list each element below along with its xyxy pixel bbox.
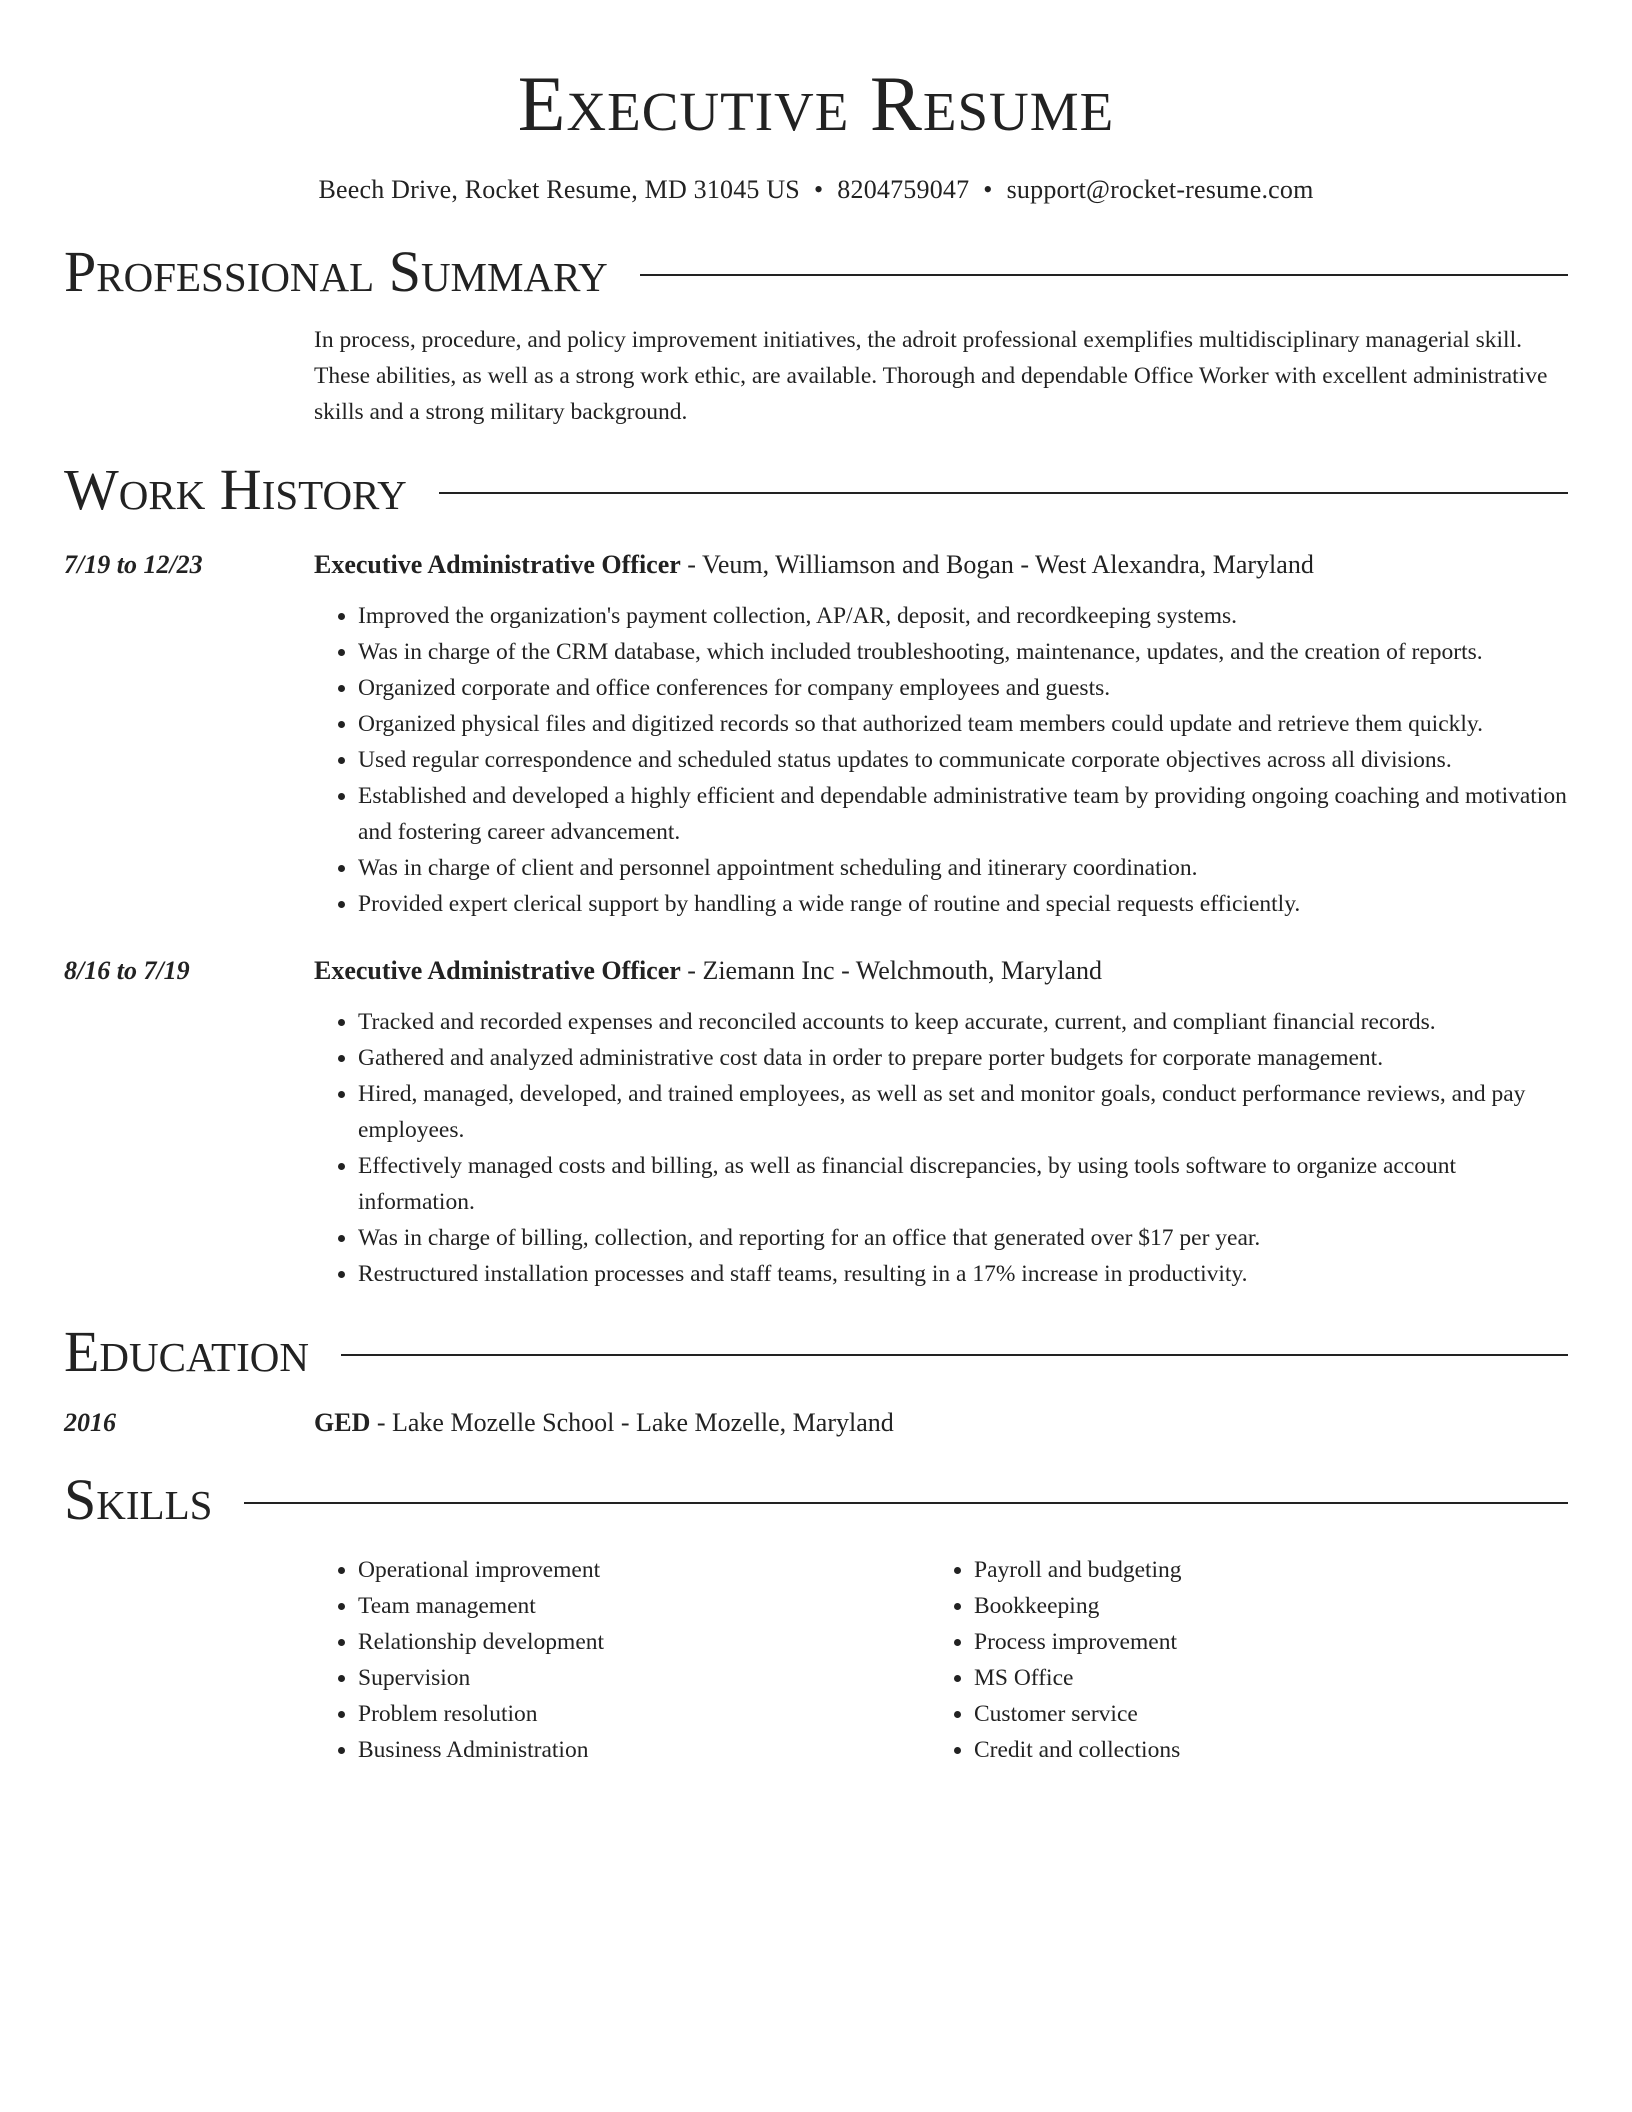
- education-entry: [64, 1406, 1568, 1440]
- list-item: • Organized corporate and office conferences for company employees and guests.: [358, 670, 1568, 706]
- list-item: • Gathered and analyzed administrative cost data in order to prepare porter budgets for corporate management.: [358, 1040, 1568, 1076]
- contact-line: [64, 174, 1568, 206]
- section-divider: [341, 1354, 1568, 1356]
- skill-item: • Relationship development: [358, 1624, 930, 1660]
- skill-item: • MS Office: [974, 1660, 1534, 1696]
- contact-separator: •: [813, 175, 824, 204]
- job-entry: [64, 954, 1568, 1292]
- job-dates: 7/19 to 12/23: [64, 550, 203, 579]
- summary-section-header: [64, 236, 1568, 308]
- job-title-line: [314, 954, 1568, 988]
- skills-heading: Skills: [64, 1467, 213, 1532]
- resume-page: [64, 0, 1568, 1768]
- skill-item: • Payroll and budgeting: [974, 1552, 1534, 1588]
- skill-item: • Bookkeeping: [974, 1588, 1534, 1624]
- list-item: • Hired, managed, developed, and trained employees, as well as set and monitor goals, conduct performance reviews, and pay employees.: [358, 1076, 1568, 1148]
- list-item: • Used regular correspondence and scheduled status updates to communicate corporate objectives across all divisions.: [358, 742, 1568, 778]
- education-details: [314, 1406, 894, 1440]
- contact-phone: 8204759047: [837, 175, 970, 204]
- list-item: • Improved the organization's payment collection, AP/AR, deposit, and recordkeeping systems.: [358, 598, 1568, 634]
- job-duties-list: [314, 1004, 1568, 1292]
- list-item: • Provided expert clerical support by handling a wide range of routine and special requests efficiently.: [358, 886, 1568, 922]
- education-year: 2016: [64, 1408, 116, 1437]
- job-title: Executive Administrative Officer: [314, 550, 681, 579]
- skills-list: [314, 1552, 1568, 1768]
- resume-title: Executive Resume: [517, 60, 1115, 147]
- education-section-header: [64, 1316, 1568, 1388]
- section-divider: [244, 1502, 1568, 1504]
- skill-item: • Customer service: [974, 1696, 1534, 1732]
- skills-column-right: [930, 1552, 1534, 1768]
- job-title: Executive Administrative Officer: [314, 956, 681, 985]
- skill-item: • Credit and collections: [974, 1732, 1534, 1768]
- list-item: • Effectively managed costs and billing, as well as financial discrepancies, by using tools software to organize account information.: [358, 1148, 1568, 1220]
- job-dates: 8/16 to 7/19: [64, 956, 190, 985]
- job-duties-list: [314, 598, 1568, 922]
- job-title-line: [314, 548, 1568, 582]
- skill-item: • Business Administration: [358, 1732, 930, 1768]
- section-divider: [439, 492, 1568, 494]
- contact-email: support@rocket-resume.com: [1006, 175, 1314, 204]
- list-item: • Tracked and recorded expenses and reconciled accounts to keep accurate, current, and compliant financial records.: [358, 1004, 1568, 1040]
- list-item: • Was in charge of billing, collection, and reporting for an office that generated over $17 per year.: [358, 1220, 1568, 1256]
- skill-item: • Supervision: [358, 1660, 930, 1696]
- job-details: [314, 548, 1568, 922]
- education-degree: GED: [314, 1408, 371, 1437]
- list-item: • Was in charge of client and personnel appointment scheduling and itinerary coordination.: [358, 850, 1568, 886]
- list-item: • Established and developed a highly efficient and dependable administrative team by providing ongoing coaching and motivation and fostering career advancement.: [358, 778, 1568, 850]
- summary-heading: Professional Summary: [64, 239, 608, 304]
- list-item: • Restructured installation processes and staff teams, resulting in a 17% increase in productivity.: [358, 1256, 1568, 1292]
- section-divider: [640, 274, 1568, 276]
- education-heading: Education: [64, 1319, 309, 1384]
- skill-item: • Operational improvement: [358, 1552, 930, 1588]
- skills-column-left: [314, 1552, 930, 1768]
- education-school: - Lake Mozelle School - Lake Mozelle, Maryland: [370, 1408, 894, 1437]
- job-employer: - Veum, Williamson and Bogan - West Alexandra, Maryland: [680, 550, 1314, 579]
- contact-separator: •: [983, 175, 993, 204]
- skills-section-header: [64, 1464, 1568, 1536]
- skill-item: • Team management: [358, 1588, 930, 1624]
- work-heading: Work History: [64, 457, 407, 522]
- job-details: [314, 954, 1568, 1292]
- job-entry: [64, 548, 1568, 922]
- work-section-header: [64, 454, 1568, 526]
- skill-item: • Process improvement: [974, 1624, 1534, 1660]
- list-item: • Organized physical files and digitized records so that authorized team members could update and retrieve them quickly.: [358, 706, 1568, 742]
- summary-text: In process, procedure, and policy improvement initiatives, the adroit professional exemplifies multidisciplinary managerial skill. These abilities, as well as a strong work ethic, are available. Thorough and dependable Office Worker with excellent administrative skills and a strong military background.: [314, 327, 1548, 425]
- skill-item: • Problem resolution: [358, 1696, 930, 1732]
- list-item: • Was in charge of the CRM database, which included troubleshooting, maintenance, updates, and the creation of reports.: [358, 634, 1568, 670]
- job-employer: - Ziemann Inc - Welchmouth, Maryland: [680, 956, 1103, 985]
- contact-address: Beech Drive, Rocket Resume, MD 31045 US: [318, 175, 800, 204]
